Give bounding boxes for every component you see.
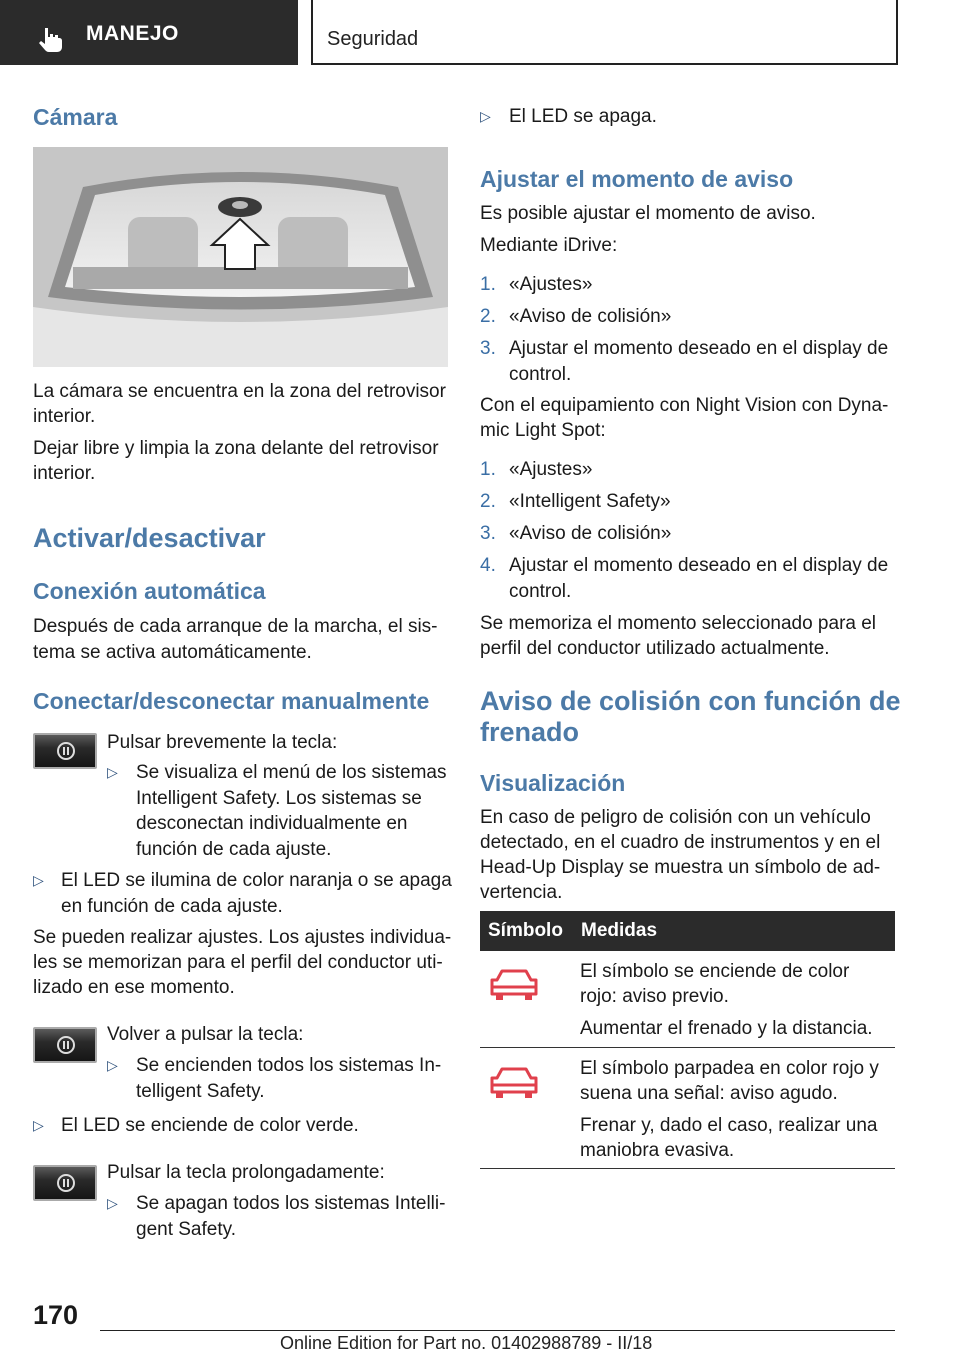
list-text: Ajustar el momento deseado en el display de (509, 555, 889, 576)
triangle-bullet-icon: ▷ (33, 1117, 44, 1133)
chapter-header (311, 0, 898, 65)
list-number: 3. (480, 523, 496, 544)
footer-rule (100, 1330, 895, 1331)
press-short-text: Pulsar brevemente la tecla: (107, 732, 338, 753)
press-long-text: Pulsar la tecla prolongadamente: (107, 1162, 385, 1183)
display-text-line-2: detectado, en el cuadro de instrumentos y en el (480, 832, 881, 853)
bullet-line: gent Safety. (136, 1218, 236, 1240)
auto-text-line-2: tema se activa automáticamente. (33, 642, 312, 663)
list-text: Ajustar el momento deseado en el display de (509, 338, 889, 359)
table-bottom-divider (480, 1168, 895, 1169)
table-row-2-line-2: suena una señal: aviso agudo. (580, 1083, 838, 1104)
bullet-line: función de cada ajuste. (136, 838, 332, 860)
safety-button-image-1 (33, 733, 97, 769)
table-row-1-line-2: rojo: aviso previo. (580, 986, 729, 1007)
safety-button-icon (57, 1174, 75, 1192)
bullet-line: telligent Safety. (136, 1080, 265, 1102)
camera-text-1-line-2: interior. (33, 406, 96, 427)
list-number: 2. (480, 491, 496, 512)
column-header-symbol: Símbolo (488, 920, 563, 941)
camera-text-2-line-1: Dejar libre y limpia la zona delante del retrovisor (33, 438, 439, 459)
brake-heading-line-2: frenado (480, 717, 580, 747)
symbol-table-header (480, 911, 895, 951)
list-text: «Aviso de colisión» (509, 523, 672, 544)
camera-text-2-line-2: interior. (33, 463, 96, 484)
list-text: «Ajustes» (509, 274, 593, 295)
display-text-line-4: vertencia. (480, 882, 563, 903)
edition-text: Online Edition for Part no. 01402988789 - II/18 (280, 1333, 653, 1353)
adjust-text-line-3: lizado en ese momento. (33, 977, 235, 998)
display-heading: Visualización (480, 770, 626, 796)
bullet-line: desconectan individualmente en (136, 813, 408, 834)
auto-heading: Conexión automática (33, 578, 266, 604)
warn-time-text: Es posible ajustar el momento de aviso. (480, 203, 816, 224)
bullet-line: en función de cada ajuste. (61, 895, 283, 917)
list-text: control. (509, 363, 572, 385)
camera-text-1-line-1: La cámara se encuentra en la zona del retrovisor (33, 381, 446, 402)
list-number: 1. (480, 274, 496, 295)
adjust-text-line-2: les se memorizan para el perfil del conductor uti- (33, 952, 443, 973)
camera-heading: Cámara (33, 104, 118, 130)
bullet-line: Se encienden todos los sistemas In- (136, 1055, 442, 1076)
chapter-title: Seguridad (327, 28, 419, 50)
section-title: MANEJO (86, 22, 179, 45)
list-number: 2. (480, 306, 496, 327)
display-text-line-1: En caso de peligro de colisión con un vehículo (480, 807, 871, 828)
bullet-line: Intelligent Safety. Los sistemas se (136, 787, 422, 809)
night-vision-text-line-1: Con el equipamiento con Night Vision con Dyna- (480, 395, 889, 416)
acute-warning-car-icon (488, 1066, 540, 1102)
memory-text-line-1: Se memoriza el momento seleccionado para el (480, 613, 877, 634)
safety-button-image-3 (33, 1165, 97, 1201)
page-number: 170 (33, 1300, 79, 1330)
safety-button-image-2 (33, 1027, 97, 1063)
warn-time-heading: Ajustar el momento de aviso (480, 166, 794, 192)
table-row-1-line-3: Aumentar el frenado y la distancia. (580, 1018, 873, 1039)
table-row-2-line-1: El símbolo parpadea en color rojo y (580, 1058, 879, 1079)
list-number: 3. (480, 338, 496, 359)
night-vision-text-line-2: mic Light Spot: (480, 420, 606, 441)
activate-heading: Activar/desactivar (33, 523, 266, 553)
press-again-text: Volver a pulsar la tecla: (107, 1024, 304, 1045)
brake-heading (480, 686, 901, 748)
triangle-bullet-icon: ▷ (33, 872, 44, 888)
manual-heading: Conectar/desconectar manualmente (33, 688, 430, 714)
safety-button-icon (57, 742, 75, 760)
bullet-line: Se apagan todos los sistemas Intelli- (136, 1193, 446, 1214)
display-text-line-3: Head-Up Display se muestra un símbolo de ad- (480, 857, 881, 878)
bullet-line: El LED se enciende de color verde. (61, 1115, 359, 1136)
safety-button-icon (57, 1036, 75, 1054)
camera-photo (33, 147, 448, 367)
table-row-2-line-3: Frenar y, dado el caso, realizar una (580, 1115, 878, 1136)
bullet-line: El LED se apaga. (509, 106, 657, 127)
triangle-bullet-icon: ▷ (107, 764, 118, 780)
bullet-line: Se visualiza el menú de los sistemas (136, 762, 447, 783)
triangle-bullet-icon: ▷ (480, 108, 491, 124)
table-row-2-line-4: maniobra evasiva. (580, 1140, 735, 1161)
list-text: «Intelligent Safety» (509, 491, 671, 512)
section-header (0, 0, 298, 65)
table-row-1-line-1: El símbolo se enciende de color (580, 961, 850, 982)
memory-text-line-2: perfil del conductor utilizado actualmente. (480, 638, 830, 659)
list-text: «Ajustes» (509, 459, 593, 480)
table-row-divider (480, 1047, 895, 1048)
brake-heading-line-1: Aviso de colisión con función de (480, 686, 901, 716)
bullet-line: El LED se ilumina de color naranja o se apaga (61, 870, 452, 891)
list-number: 4. (480, 555, 496, 576)
idrive-text: Mediante iDrive: (480, 235, 618, 256)
auto-text-line-1: Después de cada arranque de la marcha, el sis- (33, 616, 438, 637)
triangle-bullet-icon: ▷ (107, 1057, 118, 1073)
collision-warning-car-icon (488, 968, 540, 1004)
adjust-text-line-1: Se pueden realizar ajustes. Los ajustes individua- (33, 927, 452, 948)
column-header-measures: Medidas (581, 920, 658, 941)
triangle-bullet-icon: ▷ (107, 1195, 118, 1211)
list-number: 1. (480, 459, 496, 480)
list-text: «Aviso de colisión» (509, 306, 672, 327)
hand-pointer-icon (38, 26, 64, 52)
list-text: control. (509, 580, 572, 602)
